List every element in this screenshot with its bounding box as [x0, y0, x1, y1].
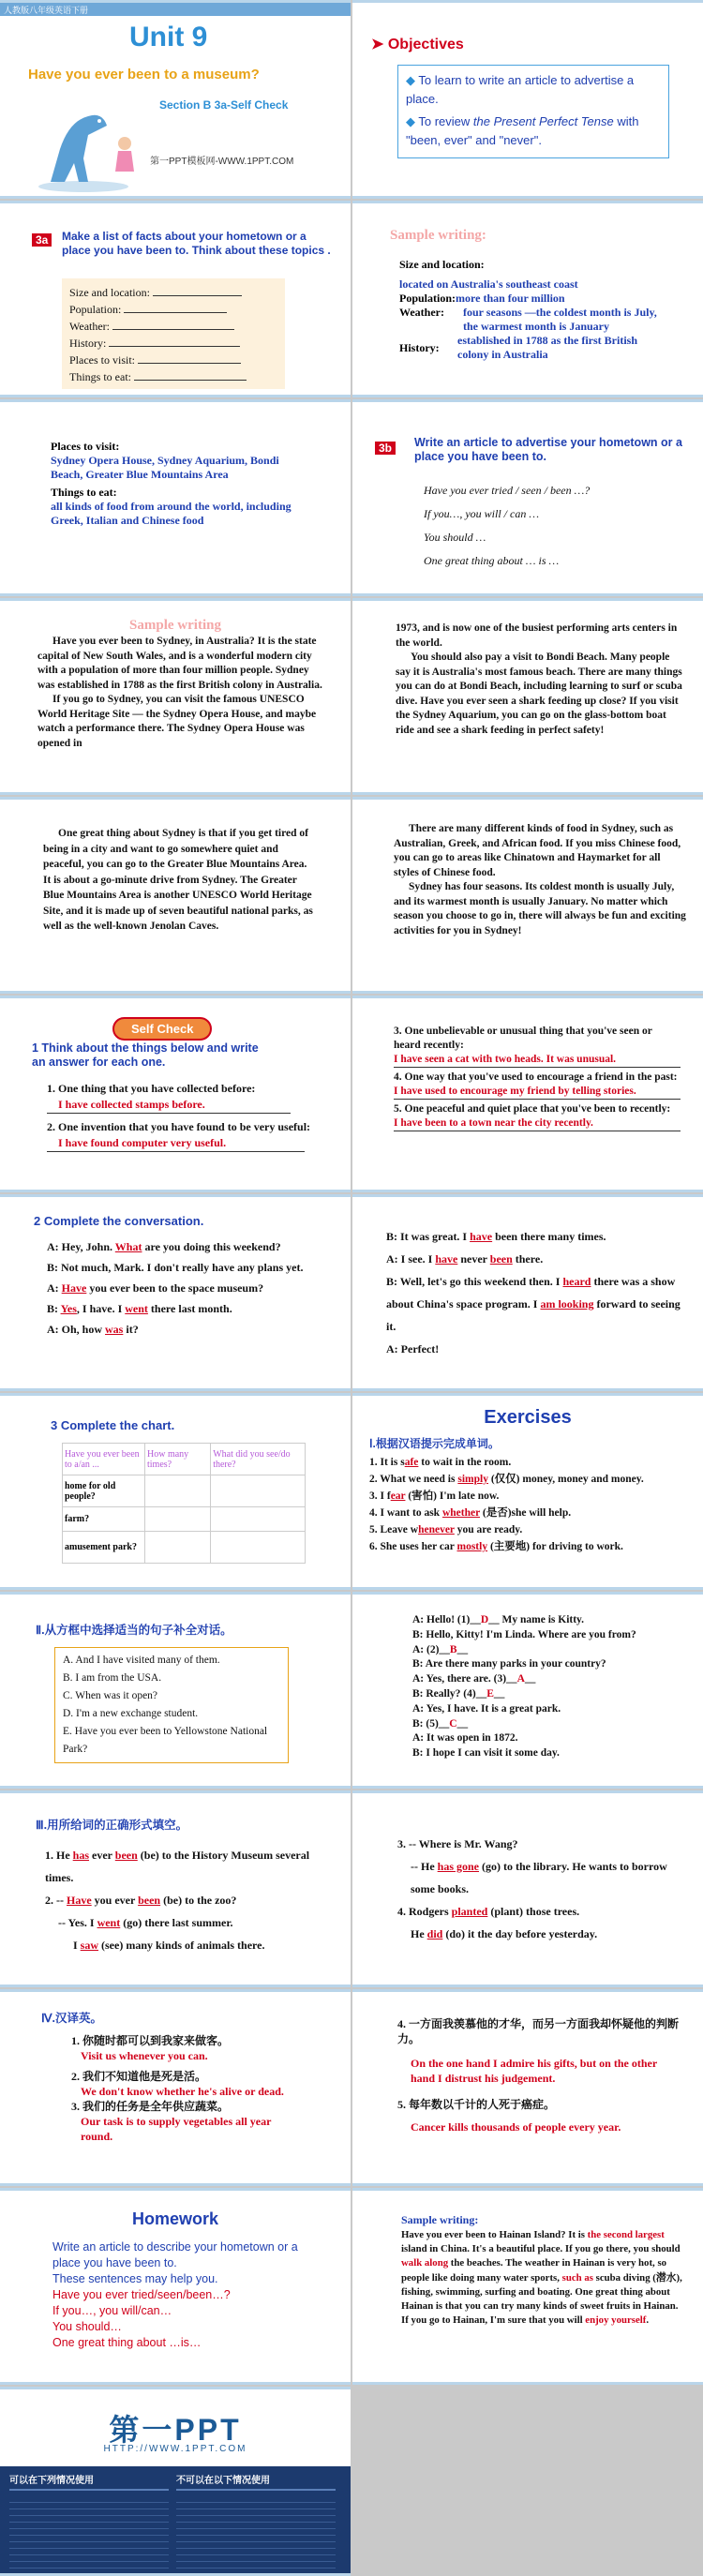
- option-e: E. Have you ever been to Yellowstone National Park?: [63, 1726, 268, 1755]
- cn-q5: 5. 每年数以千计的人死于癌症。: [397, 2098, 556, 2111]
- blank-went: went: [125, 1302, 148, 1315]
- blank-been-2: been: [138, 1894, 161, 1907]
- blank-been: been: [489, 1252, 513, 1266]
- size-label: Size and location:: [399, 258, 485, 271]
- blank-fear: ear: [390, 1490, 406, 1502]
- header-tag: 人教版八年级英语下册: [4, 6, 89, 15]
- blank-has: has: [72, 1849, 90, 1862]
- blank-planted: planted: [451, 1905, 488, 1918]
- hainan-title: Sample writing:: [401, 2213, 479, 2226]
- slide-sample-sydney-1: [0, 598, 351, 795]
- lesson-title: Have you ever been to a museum?: [28, 67, 260, 82]
- sydney-para-5: One great thing about Sydney is that if you get tired of being in a city and want to go somewhere quiet and peaceful, you can go to the Greater Blue Mountains Area. It is about a go-minute drive from Sydney. The Greater Blue Mountains Area is another UNESCO World Heritage Site, and it is made up of seven beautiful national parks, as well as the well-known Jenolan Caves.: [43, 828, 313, 932]
- slide-conversation-2: B: It was great. I have been there many times. A: I see. I have never been there. B: Well, let's go this weekend then. I heard there was a show about China's space program. I am looking forward to seeing it. A: Perfect!: [352, 1194, 703, 1391]
- sydney-para-7: Sydney has four seasons. Its coldest month is usually July, and its warmest month is usually January. No matter which season you choose to go in, there will always be fun and exciting activities for you in Sydney!: [394, 881, 686, 936]
- row-history: History:: [69, 337, 107, 350]
- item-5: 5. One peaceful and quiet place that you've been to recently:: [394, 1103, 671, 1115]
- cn-q2: 2. 我们不知道他是死是活。: [71, 2070, 207, 2083]
- slide-chart: [0, 1393, 351, 1590]
- blank-have: have: [470, 1230, 493, 1243]
- objective-1: To learn to write an article to advertise a place.: [406, 73, 635, 106]
- sydney-para-1: Have you ever been to Sydney, in Australia? It is the state capital of New South Wales, and is a wonderful modern city with a population of more than four million people. Sydney was established in 1788 as the first British colony in Australia.: [37, 636, 322, 691]
- chart-row-1: home for old people?: [63, 1475, 145, 1507]
- blank-was: was: [105, 1323, 124, 1336]
- can-use-title: 可以在下列情况使用: [9, 2476, 94, 2486]
- logo-1ppt: 第一PPT: [109, 2413, 242, 2447]
- prompt-line-3: You should …: [424, 531, 486, 544]
- conv-line-perfect: A: Perfect!: [386, 1342, 440, 1355]
- dialog-line-4: B: Are there many parks in your country?: [412, 1658, 606, 1670]
- slide-sample-sydney-3: [0, 797, 351, 994]
- item-3: 3. One unbelievable or unusual thing that you've seen or heard recently:: [394, 1026, 652, 1051]
- population-value: more than four million: [456, 292, 565, 305]
- arrow-icon: ➤: [371, 37, 388, 52]
- answer-1: I have collected stamps before.: [47, 1097, 291, 1114]
- sample-watermark: Sample writing:: [390, 228, 486, 243]
- prompt-line-2: If you…, you will / can …: [424, 507, 539, 520]
- population-label: Population:: [399, 292, 456, 305]
- homework-title: Homework: [131, 2209, 219, 2228]
- objective-2-b: the Present Perfect Tense: [472, 114, 614, 128]
- en-a2: We don't know whether he's alive or dead.: [81, 2085, 284, 2098]
- weather-label: Weather:: [399, 306, 444, 319]
- slide-self-check-2: [352, 996, 703, 1192]
- site-label: 第一PPT模板网-WWW.1PPT.COM: [150, 157, 294, 167]
- slide-sample-facts: [352, 201, 703, 397]
- help-line-1: Have you ever tried/seen/been…?: [52, 2288, 231, 2301]
- answer-3-a: A: [516, 1673, 525, 1685]
- objective-2-c: with "been, ever" and "never".: [406, 114, 639, 147]
- slide-sample-sydney-2: [352, 598, 703, 795]
- hl-such-as: such as: [561, 2271, 593, 2284]
- en-a1: Visit us whenever you can.: [81, 2049, 208, 2062]
- girl-illustration: [111, 134, 139, 181]
- row-eat: Things to eat:: [69, 370, 131, 383]
- item-4: 4. One way that you've used to encourage a friend in the past:: [394, 1071, 678, 1083]
- option-b: B. I am from the USA.: [63, 1672, 162, 1684]
- slide-translation-2: [352, 1989, 703, 2186]
- cn-q3: 3. 我们的任务是全年供应蔬菜。: [71, 2100, 230, 2113]
- slide-places-food: [0, 399, 351, 596]
- dialog-line-9: A: It was open in 1872.: [412, 1732, 518, 1745]
- q3-line: 3. -- Where is Mr. Wang?: [397, 1837, 518, 1850]
- places-label: Places to visit:: [51, 440, 120, 453]
- row-places: Places to visit:: [69, 353, 135, 367]
- options-box: [54, 1647, 289, 1763]
- option-d: D. I'm a new exchange student.: [63, 1708, 199, 1719]
- blank-safe: afe: [404, 1457, 419, 1468]
- en-a4: On the one hand I admire his gifts, but on the other hand I distrust his judgement.: [411, 2057, 657, 2085]
- slide-sample-hainan: [352, 2188, 703, 2385]
- slide-logo: [0, 2387, 351, 2576]
- chart-header-1: Have you ever been to a/an ...: [63, 1444, 145, 1475]
- dialog-line-2: B: Hello, Kitty! I'm Linda. Where are you from?: [412, 1628, 636, 1640]
- blank-have: Have: [67, 1894, 92, 1907]
- footer-panel: [0, 2466, 351, 2576]
- blank-what: What: [114, 1240, 142, 1253]
- sydney-para-6: There are many different kinds of food in Sydney, such as Australian, Greek, and African food. If you miss Chinese food, you can go to areas like Chinatown and Haymarket for all styles of Chinese food.: [394, 823, 681, 878]
- exercise-2-title: Ⅱ.从方框中选择适当的句子补全对话。: [36, 1624, 232, 1637]
- row-population: Population:: [69, 303, 122, 316]
- badge-3a: 3a: [32, 233, 52, 247]
- exercise-3-title: Ⅲ.用所给词的正确形式填空。: [36, 1819, 188, 1832]
- blank-did: did: [426, 1927, 443, 1940]
- answer-5: I have been to a town near the city recently.: [394, 1116, 681, 1131]
- logo-url: HTTP://WWW.1PPT.COM: [103, 2444, 247, 2454]
- prompt-line-4: One great thing about … is …: [424, 554, 560, 567]
- places-value: Sydney Opera House, Sydney Aquarium, Bondi Beach, Greater Blue Mountains Area: [51, 454, 279, 481]
- weather-value: four seasons —the coldest month is July, the warmest month is January: [463, 306, 657, 333]
- chart-row-3: amusement park?: [63, 1532, 145, 1564]
- hl-enjoy-yourself: enjoy yourself: [585, 2314, 647, 2327]
- bullet-icon: ◆: [406, 114, 419, 128]
- item-2: 2. One invention that you have found to be very useful:: [47, 1120, 311, 1133]
- slide-self-check-1: [0, 996, 351, 1192]
- prompt-line-1: Have you ever tried / seen / been …?: [424, 484, 591, 497]
- en-a3: Our task is to supply vegetables all year round.: [81, 2115, 272, 2143]
- self-check-q1: 1 Think about the things below and write an answer for each one.: [32, 1041, 259, 1069]
- dialog-line-10: B: I hope I can visit it some day.: [412, 1747, 560, 1760]
- conversation-title: 2 Complete the conversation.: [34, 1214, 204, 1228]
- cannot-use-text-lines: [176, 2496, 336, 2569]
- slide-homework: [0, 2188, 351, 2385]
- blank-whether: whether: [441, 1507, 480, 1519]
- slide-exercises-3: Ⅲ.用所给词的正确形式填空。 1. He has ever been (be) to the History Museum several times. 2. -- Have you ever been (be) to the zoo? -- Yes. I went (go) there last summer. I saw (see) many kinds of animals there.: [0, 1790, 351, 1987]
- homework-task: Write an article to describe your hometown or a place you have been to.: [52, 2240, 298, 2269]
- help-line-2: If you…, you will/can…: [52, 2304, 172, 2317]
- chart-header-3: What did you see/do there?: [211, 1444, 306, 1475]
- row-weather: Weather:: [69, 320, 111, 333]
- cn-q4: 4. 一方面我羡慕他的才华，而另一方面我却怀疑他的判断力。: [397, 2017, 680, 2045]
- slide-objectives: [352, 0, 703, 199]
- badge-3b: 3b: [375, 442, 396, 455]
- dialog-line-7: A: Yes, I have. It is a great park.: [412, 1702, 561, 1715]
- fill-chart: [62, 1443, 306, 1564]
- answer-2: I have found computer very useful.: [47, 1135, 305, 1152]
- slide-exercises-3b: 3. -- Where is Mr. Wang? -- He has gone (go) to the library. He wants to borrow some books. 4. Rodgers planted (plant) those trees. He did (do) it the day before yesterday.: [352, 1790, 703, 1987]
- sydney-para-3: 1973, and is now one of the busiest performing arts centers in the world.: [396, 622, 678, 649]
- blank-am-looking: am looking: [540, 1297, 594, 1310]
- slide-exercises-2-answers: A: Hello! (1)__D__ My name is Kitty. B: Hello, Kitty! I'm Linda. Where are you from? A: (2)__B__ B: Are there many parks in your country? A: Yes, there are. (3)__A__ B: Really? (4)__E__ A: Yes, I have. It is a great park. B: (5)__C__ A: It was open in 1872. B: I hope I can visit it some day.: [352, 1592, 703, 1789]
- slide-exercises-2: [0, 1592, 351, 1789]
- answer-1-d: D: [480, 1614, 489, 1625]
- answer-4: I have used to encourage my friend by telling stories.: [394, 1085, 681, 1100]
- slide-3a: [0, 201, 351, 397]
- size-value: located on Australia's southeast coast: [399, 277, 578, 291]
- bullet-icon: ◆: [406, 73, 419, 87]
- eat-label: Things to eat:: [51, 486, 117, 499]
- hl-walk-along: walk along: [401, 2257, 449, 2269]
- cn-q1: 1. 你随时都可以到我家来做客。: [71, 2034, 230, 2047]
- blank-mostly: mostly: [456, 1541, 488, 1552]
- en-a5: Cancer kills thousands of people every year.: [411, 2120, 621, 2134]
- slide-sample-sydney-4: [352, 797, 703, 994]
- slide-conversation-1: 2 Complete the conversation. A: Hey, John. What are you doing this weekend? B: Not much, Mark. I don't really have any plans yet. A: Have you ever been to the space museum? B: Yes, I have. I went there last month. A: Oh, how was it?: [0, 1194, 351, 1391]
- eat-value: all kinds of food from around the world, including Greek, Italian and Chinese food: [51, 500, 292, 527]
- cannot-use-title: 不可以在以下情况使用: [176, 2476, 270, 2486]
- can-use-text-lines: [9, 2496, 169, 2569]
- exercises-sub: Ⅰ.根据汉语提示完成单词。: [369, 1437, 500, 1450]
- conv-line-2: B: Not much, Mark. I don't really have any plans yet.: [47, 1261, 304, 1274]
- blank-went: went: [97, 1916, 121, 1929]
- slide-title: [0, 0, 351, 199]
- homework-help: These sentences may help you.: [52, 2272, 218, 2285]
- item-1: 1. One thing that you have collected before:: [47, 1082, 256, 1095]
- blank-yes: Yes: [60, 1302, 77, 1315]
- option-a: A. And I have visited many of them.: [63, 1655, 220, 1666]
- chart-row-2: farm?: [63, 1507, 145, 1532]
- row-size: Size and location:: [69, 286, 150, 299]
- blank-been: been: [114, 1849, 138, 1862]
- hainan-passage: Have you ever been to Hainan Island? It is the second largest island in China. It's a beautiful place. If you go there, you should walk along the beaches. The weather in Hainan is very hot, so people like doing many water sports, such as scuba diving (潜水), fishing, swimming, surfing and boating. One great thing about Hainan is that you can try many kinds of sweet fruits in Hainan. If you go to Hainan, I'm sure that you will enjoy yourself.: [401, 2229, 682, 2327]
- chart-header-2: How many times?: [145, 1444, 211, 1475]
- slide-translation-1: [0, 1989, 351, 2186]
- objective-2-a: To review: [418, 114, 473, 128]
- answer-2-b: B: [449, 1643, 457, 1655]
- objectives-label: Objectives: [387, 37, 464, 52]
- unit-title: Unit 9: [129, 22, 208, 52]
- section-label: Section B 3a-Self Check: [159, 98, 289, 112]
- self-check-badge: Self Check: [112, 1017, 212, 1041]
- option-c: C. When was it open?: [63, 1690, 158, 1701]
- help-line-3: You should…: [52, 2320, 122, 2333]
- slide-3b: [352, 399, 703, 596]
- blank-saw: saw: [80, 1939, 99, 1952]
- blank-heard: heard: [562, 1275, 591, 1288]
- sydney-para-2: If you go to Sydney, you can visit the famous UNESCO World Heritage Site — the Sydney Opera House, and maybe watch a performance there. The Sydney Opera House was opened in: [37, 694, 317, 749]
- blank-whenever: henever: [418, 1524, 455, 1535]
- blank-have-2: have: [435, 1252, 458, 1266]
- blank-has-gone: has gone: [437, 1860, 479, 1873]
- sample-watermark: Sample writing: [129, 618, 221, 633]
- answer-3: I have seen a cat with two heads. It was unusual.: [394, 1053, 681, 1068]
- help-line-4: One great thing about …is…: [52, 2336, 202, 2349]
- hl-second-largest: the second largest: [587, 2229, 665, 2240]
- blank-simply: simply: [457, 1474, 488, 1485]
- history-value: established in 1788 as the first British colony in Australia: [457, 334, 638, 361]
- translation-title: Ⅳ.汉译英。: [41, 2012, 103, 2025]
- answer-5-c: C: [449, 1717, 457, 1730]
- chart-title: 3 Complete the chart.: [51, 1418, 175, 1432]
- instruction-3a: Make a list of facts about your hometown or a place you have been to. Think about these topics .: [62, 230, 331, 257]
- slide-exercises-1: Exercises Ⅰ.根据汉语提示完成单词。 1. It is safe to wait in the room. 2. What we need is simply (仅仅) money, money and money. 3. I fear (害怕) I'm late now. 4. I want to ask whether (是否)she will help. 5. Leave whenever you are ready. 6. She uses her car mostly (主要地) for driving to work.: [352, 1393, 703, 1590]
- blank-have: Have: [61, 1281, 87, 1295]
- instruction-3b: Write an article to advertise your hometown or a place you have been to.: [414, 436, 682, 463]
- sydney-para-4: You should also pay a visit to Bondi Beach. Many people say it is Australia's most famous beach. There are many things you can do at Bondi Beach, including learning to surf or scuba dive. Have you ever seen a shark feeding up close? If you visit the Sydney Aquarium, you can go on the glass-bottom boat ride and see a shark feeding in perfect safety!: [396, 651, 682, 736]
- exercises-title: Exercises: [484, 1407, 572, 1428]
- history-label: History:: [399, 341, 440, 354]
- answer-4-e: E: [486, 1687, 494, 1700]
